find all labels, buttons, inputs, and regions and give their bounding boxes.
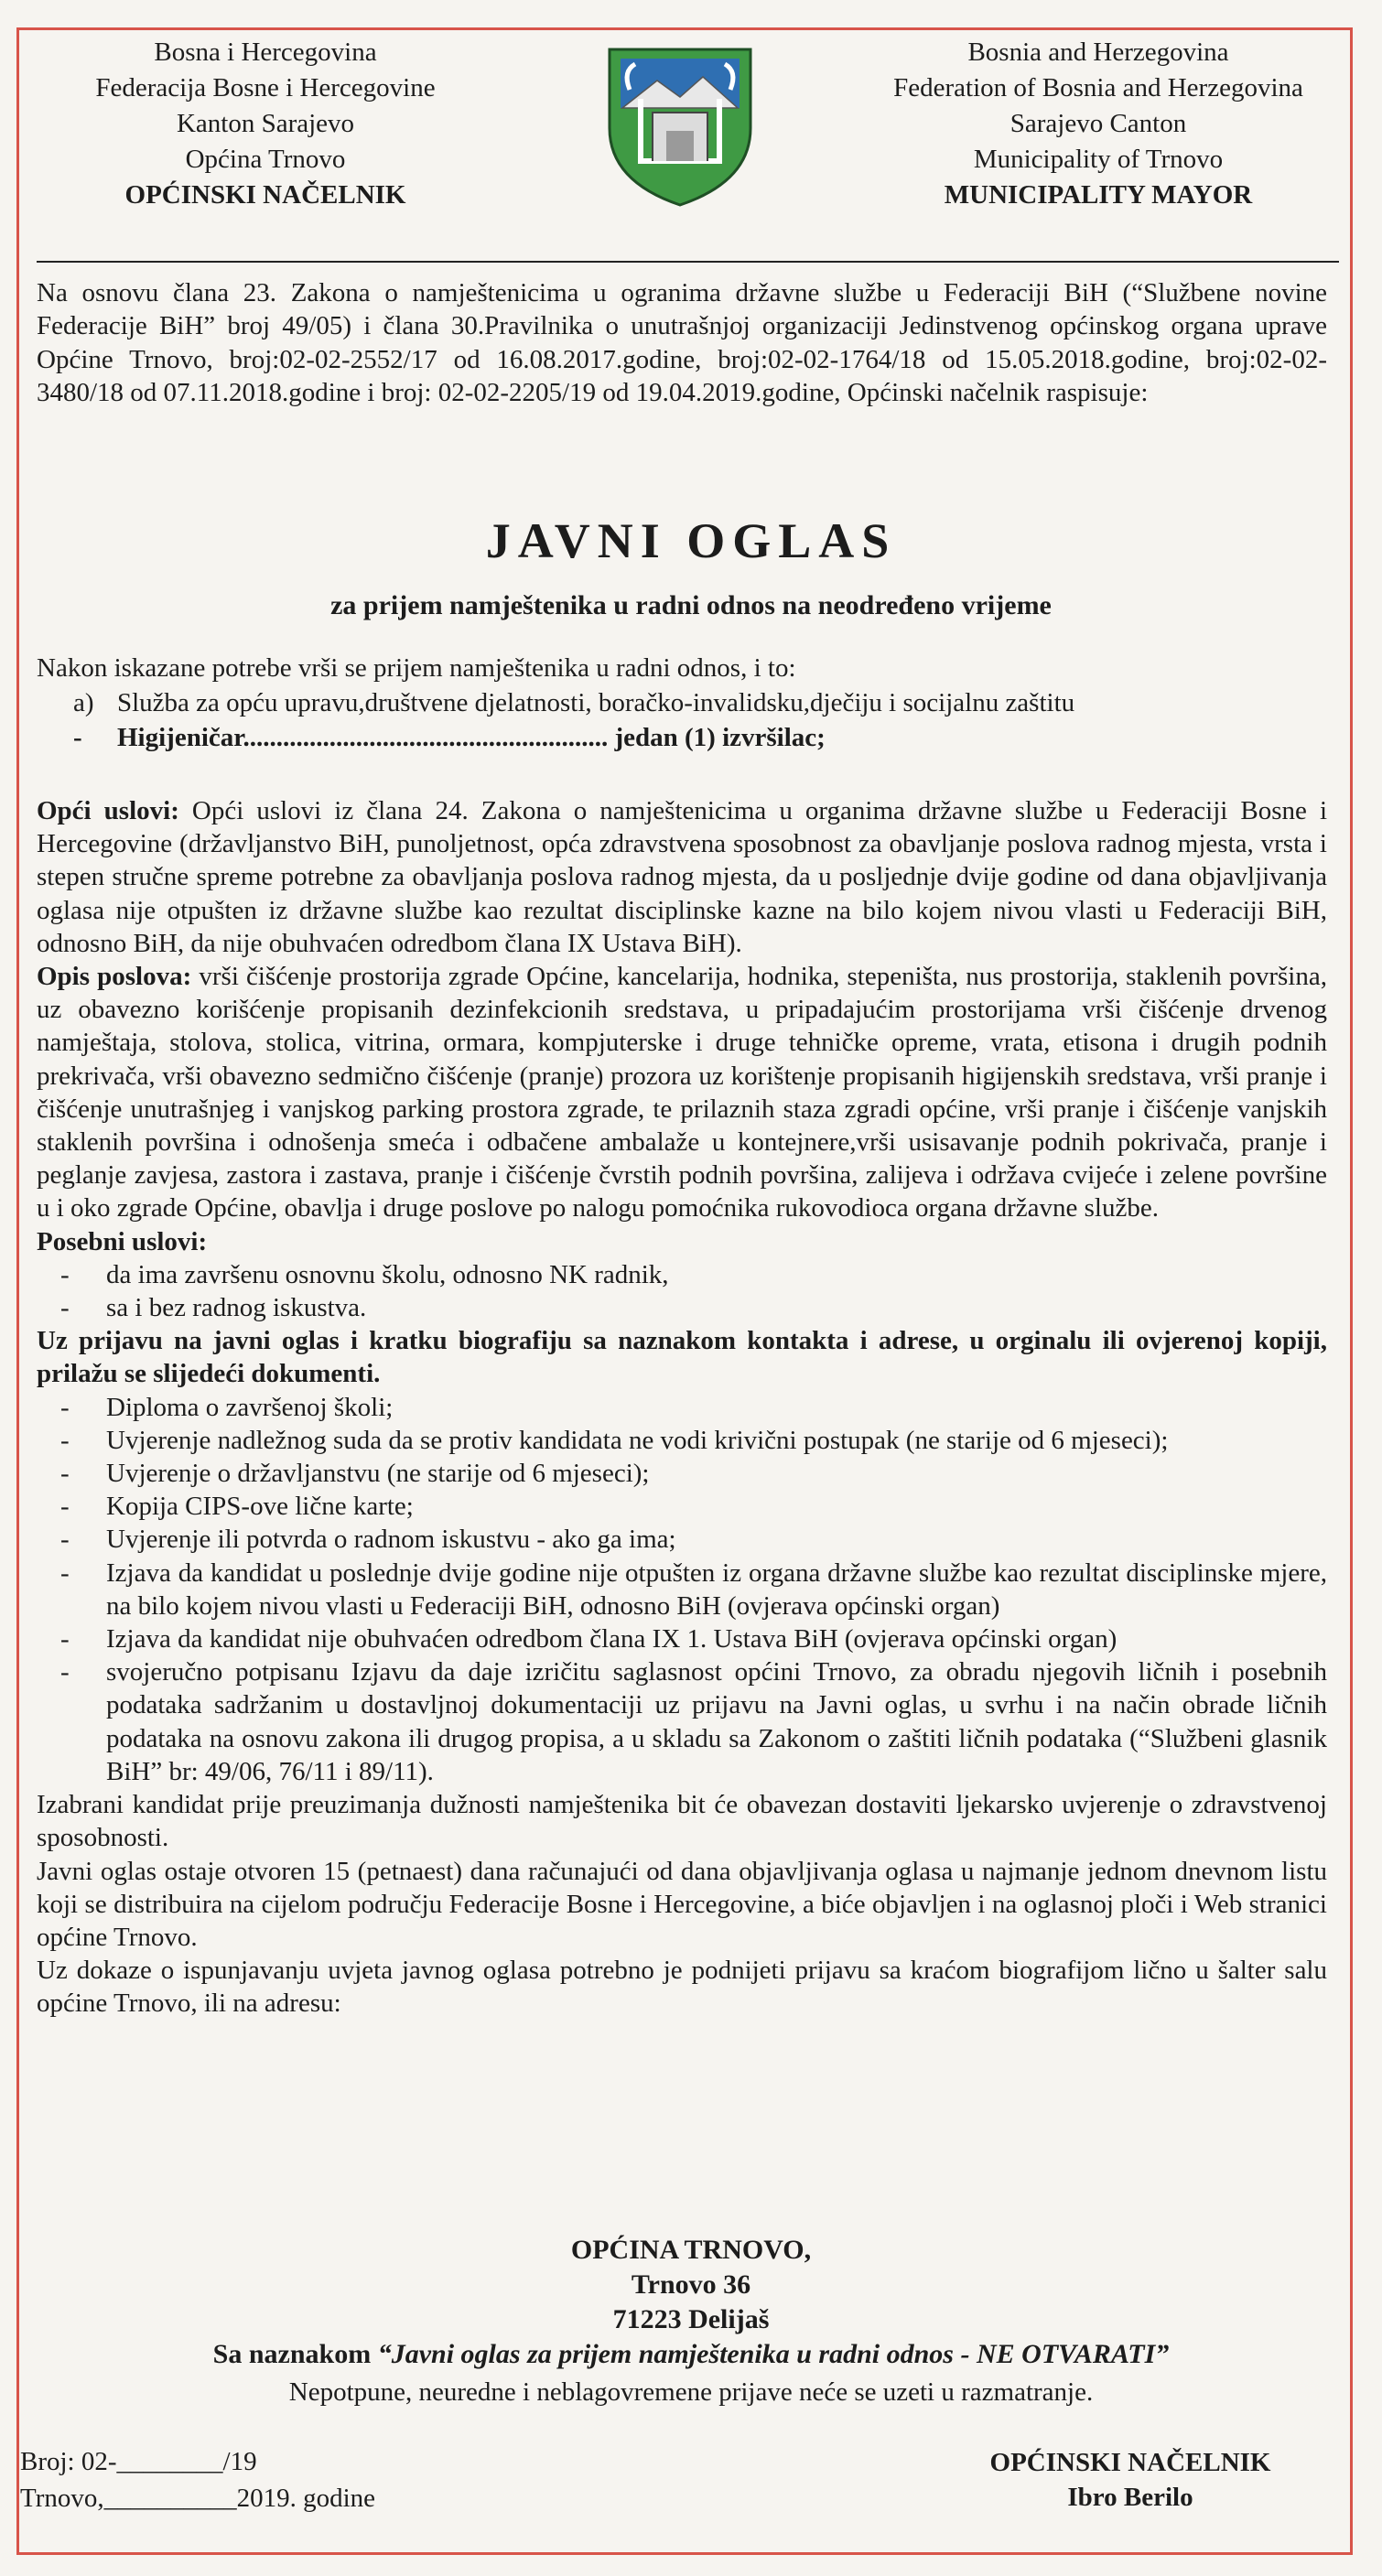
envelope-note-text: “Javni oglas za prijem namještenika u radni odnos - NE OTVARATI” xyxy=(377,2339,1170,2369)
document-title: JAVNI OGLAS xyxy=(485,513,897,568)
submission-address xyxy=(0,2233,1382,2337)
special-conditions-label: Posebni uslovi: xyxy=(37,1226,208,1256)
header-right-line: Federation of Bosnia and Herzegovina xyxy=(893,73,1303,102)
position-item xyxy=(73,721,1263,754)
address-line: OPĆINA TRNOVO, xyxy=(570,2235,812,2265)
header-left-line: Bosna i Hercegovina xyxy=(154,38,377,67)
list-item: - Kopija CIPS-ove lične karte; xyxy=(60,1492,414,1522)
general-conditions-label: Opći uslovi: xyxy=(37,796,179,825)
service-item-mark: a) xyxy=(73,688,94,717)
signature-name: Ibro Berilo xyxy=(1067,2483,1193,2512)
header-left-office: OPĆINSKI NAČELNIK xyxy=(124,180,406,210)
envelope-note xyxy=(0,2339,1382,2370)
header-right-line: Municipality of Trnovo xyxy=(973,145,1224,174)
service-item xyxy=(73,686,1336,719)
signature-block xyxy=(943,2445,1318,2515)
job-description xyxy=(37,960,1327,1225)
list-item: - Izjava da kandidat u poslednje dvije godine nije otpušten iz organa državne službe kao rezultat disciplinske mjere, na bilo kojem nivou vlasti u Federaciji BiH, odnosno BiH (ovjerava općinski organ) xyxy=(60,1557,1327,1621)
envelope-note-prefix: Sa naznakom xyxy=(212,2339,378,2369)
header-right xyxy=(856,35,1341,213)
need-paragraph: Nakon iskazane potrebe vrši se prijem namještenika u radni odnos, i to: xyxy=(37,653,796,683)
address-line: Trnovo 36 xyxy=(631,2269,751,2300)
closing-submission: Uz dokaze o ispunjavanju uvjeta javnog oglasa potrebno je podnijeti prijavu sa kraćom biografijom lično u šalter salu općine Trnovo, ili na adresu: xyxy=(37,1956,1327,2019)
incomplete-notice: Nepotpune, neuredne i neblagovremene prijave neće se uzeti u razmatranje. xyxy=(288,2377,1094,2407)
list-item: - Uvjerenje nadležnog suda da se protiv kandidata ne vodi krivični postupak (ne starije od 6 mjeseci); xyxy=(60,1425,1169,1455)
general-conditions-text: Opći uslovi iz člana 24. Zakona o namještenicima u organima državne službe u Federaciji Bosne i Hercegovine (državljanstvo BiH, punoljetnost, opća zdravstvena sposobnost za obavljanje poslova radnog mjesta, vrsta i stepen stručne spreme potrebne za obavljanja poslova radnog mjesta, da u posljednje dvije godine od dana objavljivanja oglasa nije otpušten iz državne službe kao rezultat disciplinske kazne na bilo kojem nivou vlasti u Federaciji BiH, odnosno BiH, da nije obuhvaćen odredbom člana IX Ustava BiH). xyxy=(37,796,1327,958)
municipality-crest-icon xyxy=(602,44,758,209)
position-item-text: Higijeničar....................................................... jedan (1) izvršilac; xyxy=(117,723,826,752)
header-left-line: Federacija Bosne i Hercegovine xyxy=(95,73,436,102)
signature-title: OPĆINSKI NAČELNIK xyxy=(989,2448,1271,2477)
header-left xyxy=(55,35,476,213)
position-item-mark: - xyxy=(73,723,82,752)
list-item: - Izjava da kandidat nije obuhvaćen odredbom člana IX 1. Ustava BiH (ovjerava općinski organ) xyxy=(60,1624,1117,1654)
document-subtitle: za prijem namještenika u radni odnos na neodređeno vrijeme xyxy=(330,590,1052,620)
header-left-line: Općina Trnovo xyxy=(185,145,346,174)
list-item: - svojeručno potpisanu Izjavu da daje izričitu saglasnost općini Trnovo, za obradu njegovih ličnih i posebnih podataka sadržanim u dostavljnoj dokumentaciji uz prijavu na Javni oglas, u svrhu i na način obrade ličnih podataka na osnovu zakona ili drugog propisa, a u skladu sa Zakonom o zaštiti ličnih podataka (“Službeni glasnik BiH” br: 49/06, 76/11 i 89/11). xyxy=(60,1657,1327,1786)
header-divider xyxy=(37,261,1339,263)
conditions-section xyxy=(37,794,1327,2021)
list-item: - sa i bez radnog iskustva. xyxy=(60,1293,367,1323)
general-conditions xyxy=(37,794,1327,960)
list-item: - da ima završenu osnovnu školu, odnosno NK radnik, xyxy=(60,1259,669,1289)
list-item: - Diploma o završenoj školi; xyxy=(60,1392,394,1422)
documents-label: Uz prijavu na javni oglas i kratku biografiju sa naznakom kontakta i adrese, u orginalu ili ovjerenoj kopiji, prilažu se slijedeći dokumenti. xyxy=(37,1326,1327,1389)
documents-list xyxy=(37,1391,1327,1788)
reference-block xyxy=(20,2443,375,2517)
job-description-label: Opis poslova: xyxy=(37,962,192,992)
closing-duration: Javni oglas ostaje otvoren 15 (petnaest) dana računajući od dana objavljivanja oglasa u najmanje jednom dnevnom listu koji se distribuira na cijelom području Federacije Bosne i Hercegovine, a biće objavljen i na oglasnoj ploči i Web stranici općine Trnovo. xyxy=(37,1856,1327,1952)
closing-medical: Izabrani kandidat prije preuzimanja dužnosti namještenika bit će obavezan dostaviti ljekarsko uvjerenje o zdravstvenoj sposobnosti. xyxy=(37,1790,1327,1853)
list-item: - Uvjerenje ili potvrda o radnom iskustvu - ako ga ima; xyxy=(60,1525,676,1555)
header-right-office: MUNICIPALITY MAYOR xyxy=(944,180,1253,210)
header-right-line: Sarajevo Canton xyxy=(1010,109,1187,138)
reference-date: Trnovo,__________2019. godine xyxy=(20,2484,376,2513)
reference-number: Broj: 02-________/19 xyxy=(20,2447,257,2476)
service-item-text: Služba za opću upravu,društvene djelatnosti, boračko-invalidsku,dječiju i socijalnu zaštitu xyxy=(117,688,1075,717)
header-left-line: Kanton Sarajevo xyxy=(176,109,355,138)
address-line: 71223 Delijaš xyxy=(612,2304,770,2334)
intro-paragraph: Na osnovu člana 23. Zakona o namještenicima u ogranima državne službe u Federaciji BiH (“Službene novine Federacije BiH” broj 49/05) i člana 30.Pravilnika o unutrašnjoj organizaciji Jedinstvenog općinskog organa uprave Općine Trnovo, broj:02-02-2552/17 od 16.08.2017.godine, broj:02-02-1764/18 od 15.05.2018.godine, broj:02-02-3480/18 od 07.11.2018.godine i broj: 02-02-2205/19 od 19.04.2019.godine, Općinski načelnik raspisuje: xyxy=(37,278,1327,408)
list-item: - Uvjerenje o državljanstvu (ne starije od 6 mjeseci); xyxy=(60,1459,650,1489)
job-description-text: vrši čišćenje prostorija zgrade Općine, kancelarija, hodnika, stepeništa, nus prostorija, staklenih površina, uz obavezno korišćenje propisanih dezinfekcionih sredstava, u pripadajućim prostorijama vrši čišćenje drvenog namještaja, stolova, stolica, vitrina, ormara, kompjuterske i druge tehničke opreme, vrata, etisona i drugih podnih prekrivača, vrši obavezno sedmično čišćenje (pranje) prozora uz korištenje propisanih higijenskih sredstava, vrši pranje i čišćenje unutrašnjeg i vanjskog parking prostora zgrade, te prilaznih staza zgradi općine, vrši pranje i čišćenje vanjskih staklenih površina i odnošenja smeća i odbačene ambalaže u kontejnere,vrši usisavanje podnih pokrivača, pranje i peglanje zavjesa, zastora i zastava, pranje i čišćenje čvrstih podnih površina, zalijeva i održava cvijeće i zelene površine u i oko zgrade Općine, obavlja i druge poslove po nalogu pomoćnika rukovodioca organa državne službe. xyxy=(37,962,1327,1223)
special-conditions-list xyxy=(37,1258,1327,1324)
header-right-line: Bosnia and Herzegovina xyxy=(967,38,1229,67)
